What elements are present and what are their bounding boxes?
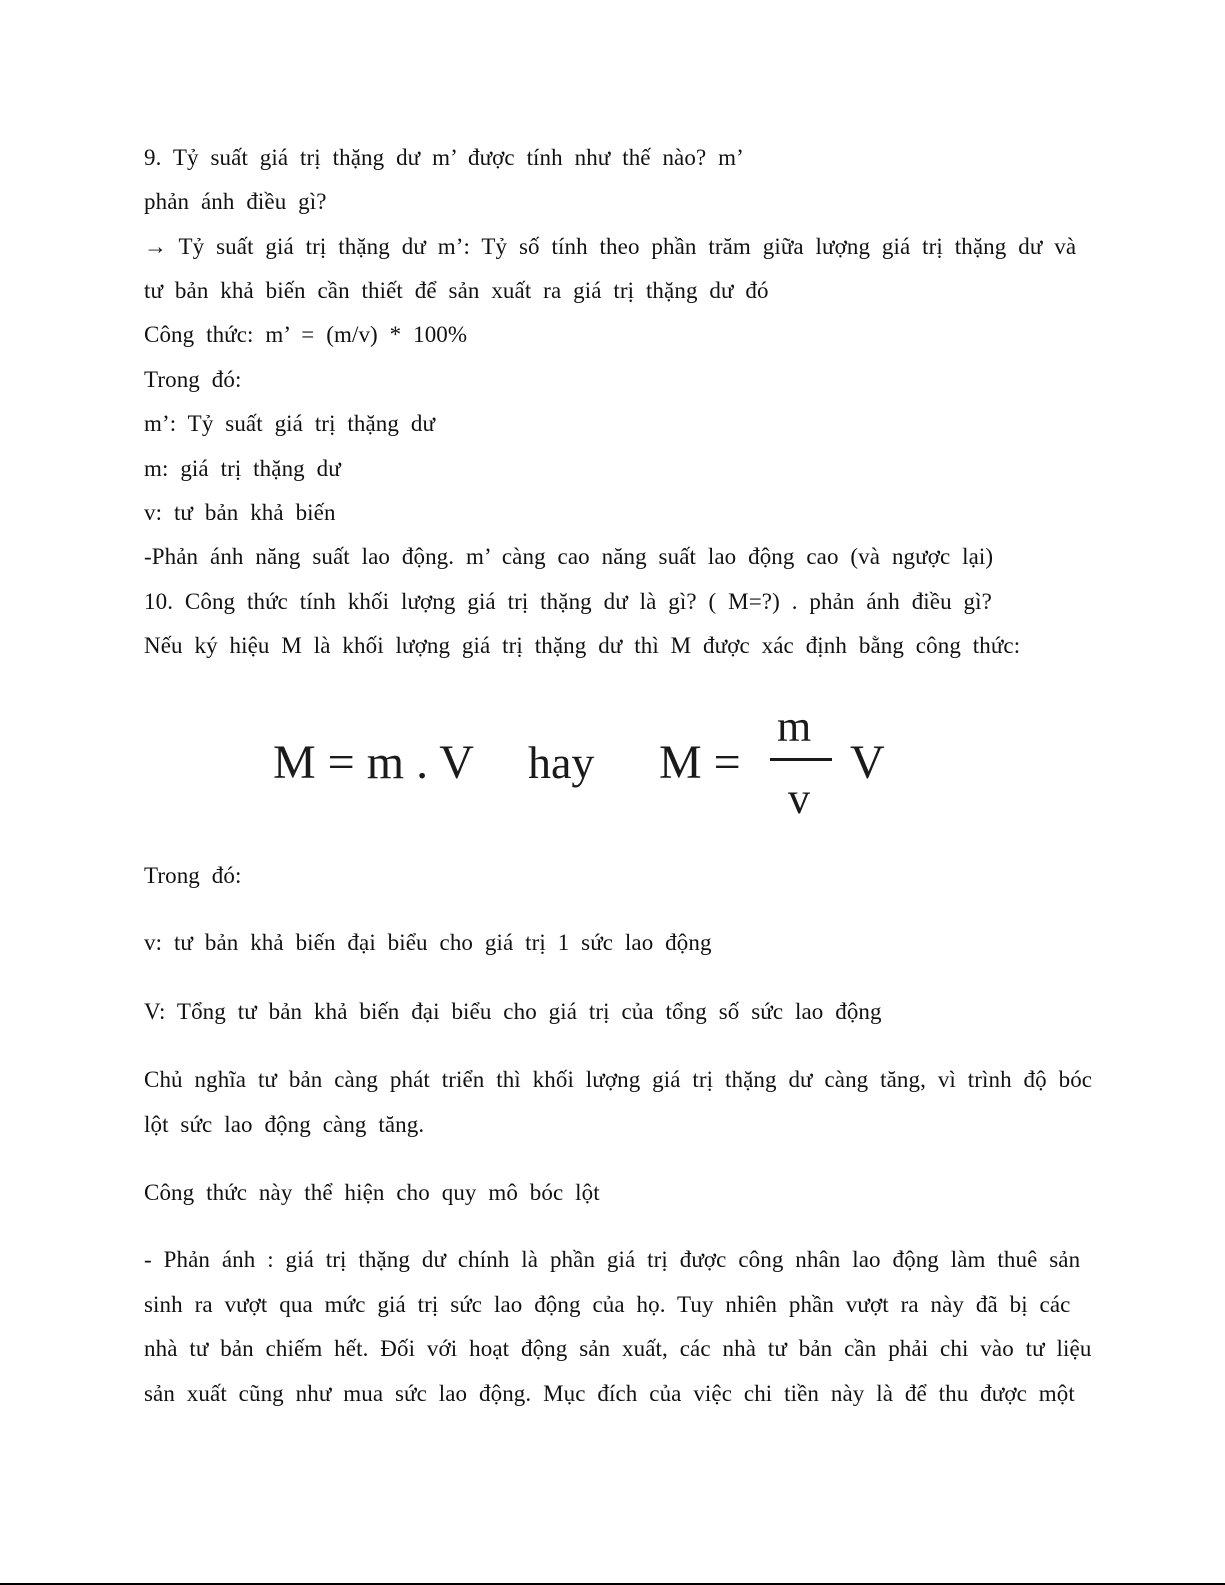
capitalism-paragraph: Chủ nghĩa tư bản càng phát triển thì khối lượng giá trị thặng dư càng tăng, vì trình độ bóc bbox=[144, 1067, 1093, 1092]
question-9-heading-cont: phản ánh điều gì? bbox=[144, 189, 327, 214]
formula-numerator: m bbox=[777, 702, 812, 751]
formula-right-lhs: M = bbox=[659, 736, 741, 789]
capitalism-paragraph-cont: lột sức lao động càng tăng. bbox=[144, 1112, 425, 1137]
where-label: Trong đó: bbox=[144, 367, 242, 392]
definition-v-upper: V: Tổng tư bản khả biến đại biểu cho giá trị của tổng số sức lao động bbox=[144, 999, 882, 1024]
reflects-paragraph-3: nhà tư bản chiếm hết. Đối với hoạt động sản xuất, các nhà tư bản cần phải chi vào tư liệu bbox=[144, 1336, 1092, 1361]
answer-9-definition: → Tỷ suất giá trị thặng dư m’: Tỷ số tính theo phần trăm giữa lượng giá trị thặng dư và bbox=[144, 234, 1077, 259]
fraction-bar bbox=[770, 758, 832, 762]
question-10-heading: 10. Công thức tính khối lượng giá trị thặng dư là gì? ( M=?) . phản ánh điều gì? bbox=[144, 589, 992, 614]
answer-10-intro: Nếu ký hiệu M là khối lượng giá trị thặng dư thì M được xác định bằng công thức: bbox=[144, 633, 1021, 658]
mass-formula-image bbox=[275, 688, 915, 838]
definition-m: m: giá trị thặng dư bbox=[144, 456, 341, 481]
formula-left: M = m . V bbox=[273, 736, 474, 789]
definition-v: v: tư bản khả biến bbox=[144, 500, 336, 525]
answer-9-definition-cont: tư bản khả biến cần thiết để sản xuất ra giá trị thặng dư đó bbox=[144, 278, 769, 303]
formula-denominator: v bbox=[788, 774, 810, 823]
definition-m-prime: m’: Tỷ suất giá trị thặng dư bbox=[144, 411, 436, 436]
scale-of-exploitation: Công thức này thể hiện cho quy mô bóc lột bbox=[144, 1180, 600, 1205]
rate-formula: Công thức: m’ = (m/v) * 100% bbox=[144, 322, 468, 347]
formula-connector: hay bbox=[528, 737, 595, 788]
definition-v-lower: v: tư bản khả biến đại biểu cho giá trị 1 sức lao động bbox=[144, 930, 712, 955]
where-label-2: Trong đó: bbox=[144, 863, 242, 888]
reflects-productivity: -Phản ánh năng suất lao động. m’ càng cao năng suất lao động cao (và ngược lại) bbox=[144, 544, 994, 569]
reflects-paragraph-1: - Phản ánh : giá trị thặng dư chính là phần giá trị được công nhân lao động làm thuê sản bbox=[144, 1247, 1081, 1272]
formula-right-factor: V bbox=[850, 736, 885, 789]
reflects-paragraph-2: sinh ra vượt qua mức giá trị sức lao động của họ. Tuy nhiên phần vượt ra này đã bị các bbox=[144, 1292, 1071, 1317]
question-9-heading: 9. Tỷ suất giá trị thặng dư m’ được tính như thế nào? m’ bbox=[144, 145, 744, 170]
reflects-paragraph-4: sản xuất cũng như mua sức lao động. Mục đích của việc chi tiền này là để thu được một bbox=[144, 1381, 1075, 1406]
